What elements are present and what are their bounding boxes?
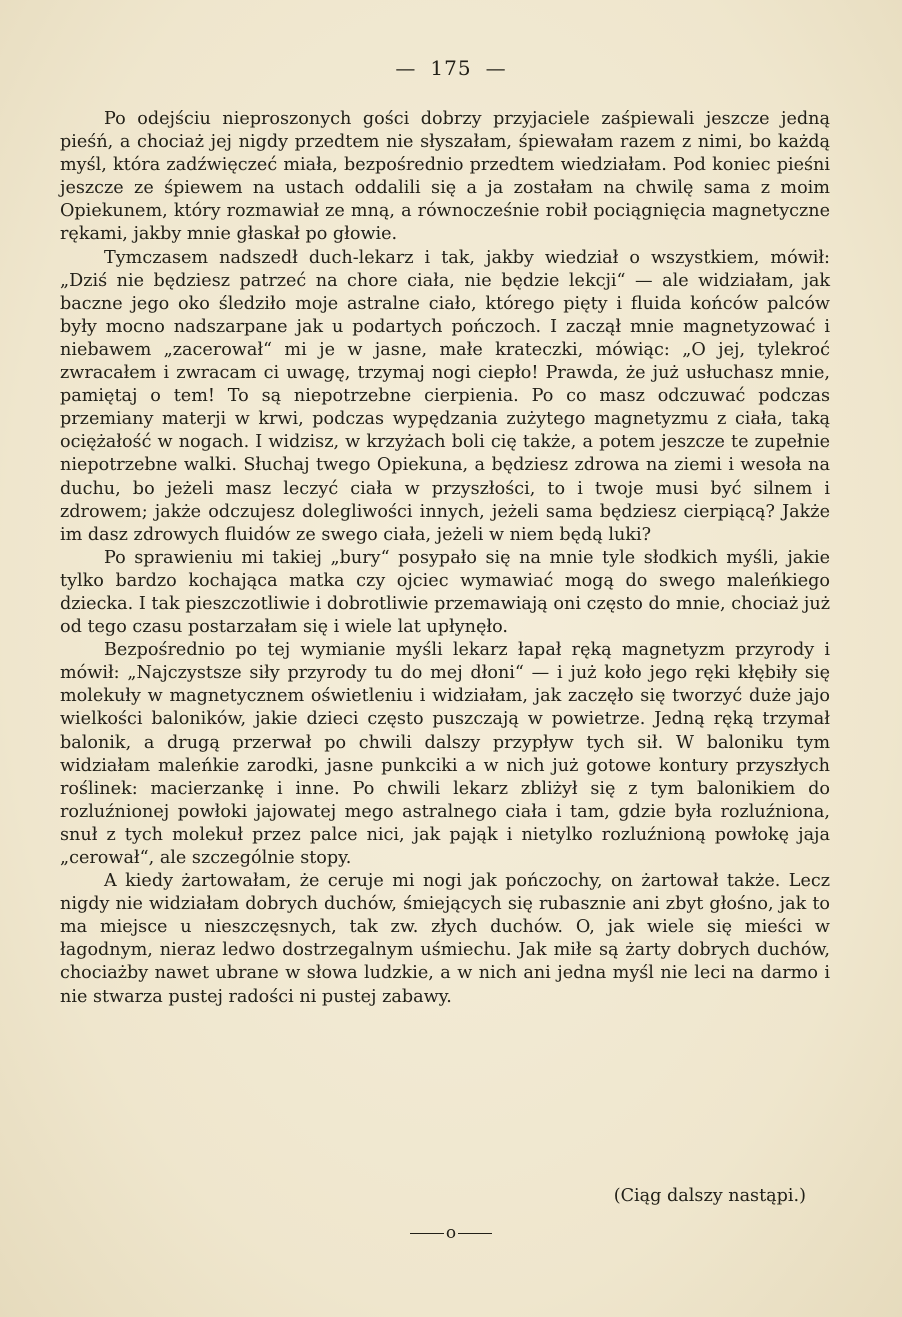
continuation-note: (Ciąg dalszy nastąpi.) <box>613 1186 806 1206</box>
page-header <box>0 56 902 80</box>
divider-line-right <box>458 1233 492 1234</box>
paragraph: Po sprawieniu mi takiej „bury“ posypało się na mnie tyle słodkich myśli, jakie tylko bardzo kochająca matka czy ojciec wymawiać mogą do swego maleńkiego dziecka. I tak pieszczotliwie i dobrotliwie przemawiają oni często do mnie, chociaż już od tego czasu postarzałam się i wiele lat upłynęło. <box>60 547 830 638</box>
paragraph: Po odejściu nieproszonych gości dobrzy przyjaciele zaśpiewali jeszcze jedną pieśń, a chociaż jej nigdy przedtem nie słyszałam, śpiewałam razem z nimi, bo każdą myśl, która zadźwięczeć miała, bezpośrednio przedtem wiedziałam. Pod koniec pieśni jeszcze ze śpiewem na ustach oddalili się a ja zostałam na chwilę sama z moim Opiekunem, który rozmawiał ze mną, a równocześnie robił pociągnięcia magnetyczne rękami, jakby mnie głaskał po głowie. <box>60 109 830 245</box>
section-divider <box>0 1223 902 1243</box>
header-right-dash: — <box>485 56 507 80</box>
paragraph: A kiedy żartowałam, że ceruje mi nogi jak pończochy, on żartował także. Lecz nigdy nie widziałam dobrych duchów, śmiejących się rubasznie ani zbyt głośno, jak to ma miejsce u nieszczęsnych, tak zw. złych duchów. O, jak wiele się mieści w łagodnym, nieraz ledwo dostrzegalnym uśmiechu. Jak miłe są żarty dobrych duchów, chociażby nawet ubrane w słowa ludzkie, a w nich ani jedna myśl nie leci na darmo i nie stwarza pustej radości ni pustej zabawy. <box>60 871 830 1007</box>
divider-mark: o <box>445 1223 457 1243</box>
divider-line-left <box>410 1233 444 1234</box>
page-number: 175 <box>430 56 472 80</box>
body-text <box>60 108 830 1009</box>
paragraph: Tymczasem nadszedł duch-lekarz i tak, jakby wiedział o wszystkiem, mówił: „Dziś nie będziesz patrzeć na chore ciała, nie będzie lekcji“ — ale widziałam, jak baczne jego oko śledziło moje astralne ciało, którego pięty i fluida końców palców były mocno nadszarpane jak u podartych pończoch. I zaczął mnie magnetyzować i niebawem „zacerował“ mi je w jasne, małe krateczki, mówiąc: „O jej, tylekroć zwracałem i zwracam ci uwagę, trzymaj nogi ciepło! Prawda, że już usłuchasz mnie, pamiętaj o tem! To są niepotrzebne cierpienia. Po co masz odczuwać podczas przemiany materji w krwi, podczas wypędzania zużytego magnetyzmu z ciała, taką ociężałość w nogach. I widzisz, w krzyżach boli cię także, a potem jeszcze te zupełnie niepotrzebne walki. Słuchaj twego Opiekuna, a będziesz zdrowa na ziemi i wesoła na duchu, bo jeżeli masz leczyć ciała w przyszłości, to i twoje musi być silnem i zdrowem; jakże odczujesz dolegliwości innych, jeżeli sama będziesz cierpiącą? Jakże im dasz zdrowych fluidów ze swego ciała, jeżeli w niem będą luki? <box>60 247 830 545</box>
header-left-dash: — <box>395 56 417 80</box>
paragraph: Bezpośrednio po tej wymianie myśli lekarz łapał ręką magnetyzm przyrody i mówił: „Najczystsze siły przyrody tu do mej dłoni“ — i już koło jego ręki kłębiły się molekuły w magnetycznem oświetleniu i widziałam, jak zaczęło się tworzyć duże jajo wielkości baloników, jakie dzieci często puszczają w powietrze. Jedną ręką trzymał balonik, a drugą przerwał po chwili dalszy przypływ tych sił. W baloniku tym widziałam maleńkie zarodki, jasne punkciki a w nich już gotowe kontury przyszłych roślinek: macierzankę i inne. Po chwili lekarz zbliżył się z tym balonikiem do rozluźnionej powłoki jajowatej mego astralnego ciała i tam, gdzie była rozluźniona, snuł z tych molekuł przez palce nici, jak pająk i nietylko rozluźnioną powłokę jaja „cerował“, ale szczególnie stopy. <box>60 640 830 868</box>
